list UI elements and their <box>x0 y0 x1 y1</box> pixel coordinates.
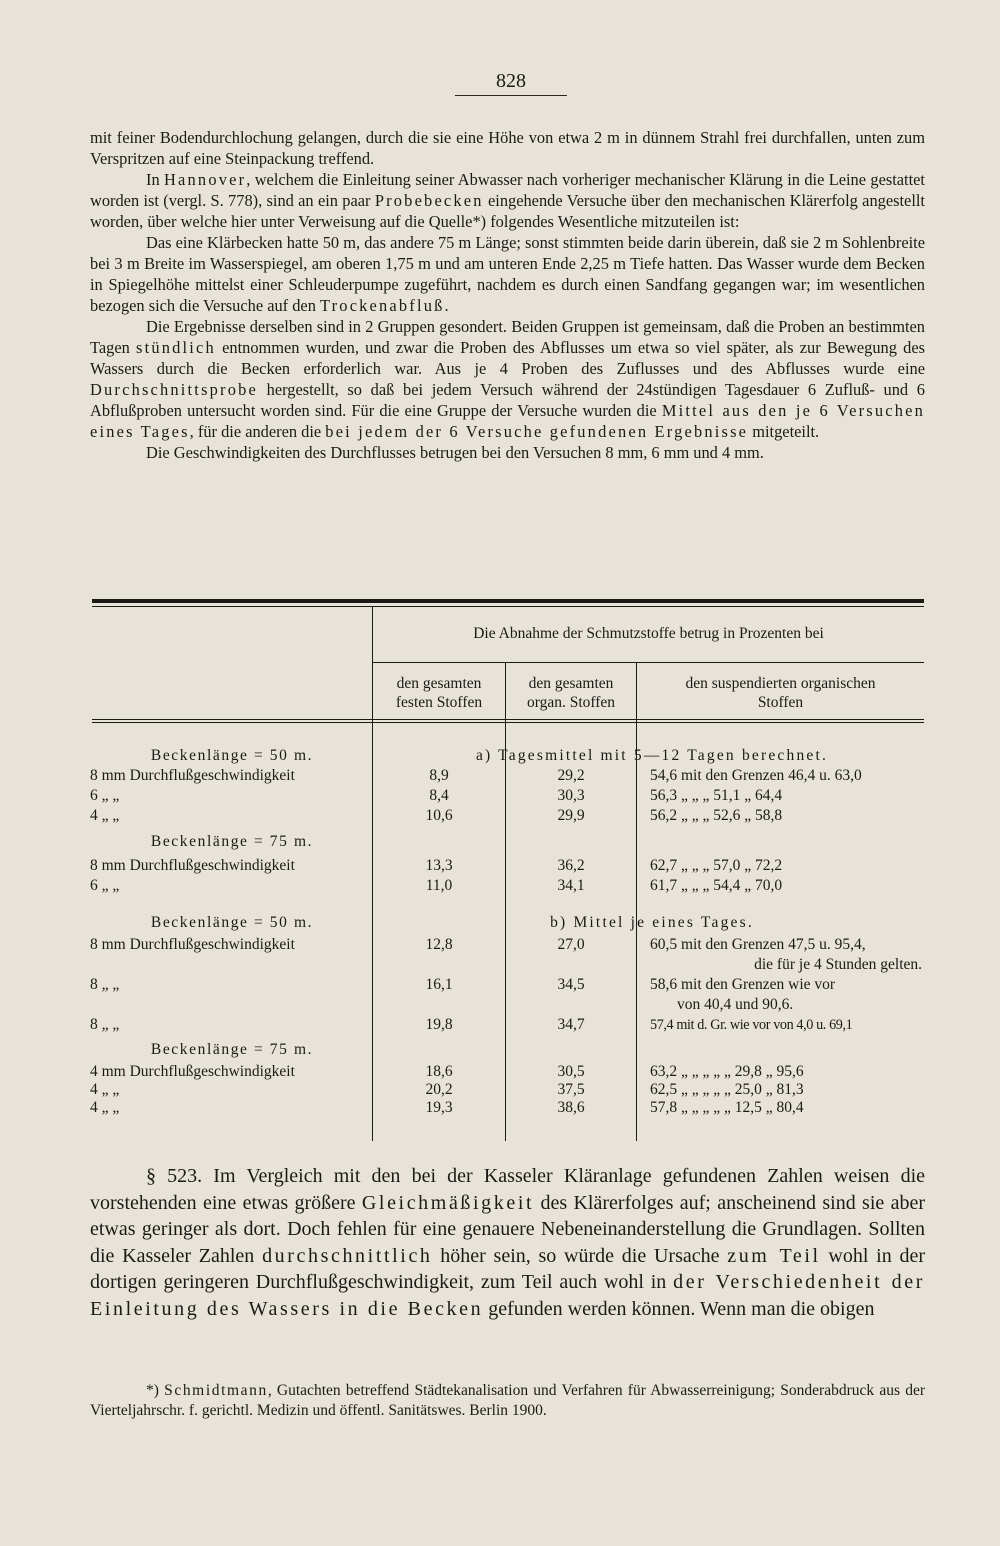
column-divider <box>636 663 637 1141</box>
table-top-rule-thin <box>92 606 924 607</box>
paragraph: Das eine Klärbecken hatte 50 m, das andere 75 m Länge; sonst stimmten beide darin überein, daß sie 2 m Sohlenbreite bei 3 m Breite im Wasserspiegel, am oberen 1,75 m und am unteren Ende 2,25 m Tiefe hatten. Das Wasser wurde dem Becken in Spiegelhöhe mittelst einer Schleuderpumpe zugeführt, nachdem es durch einen Sandfang gegangen war; im wesentlichen bezogen sich die Versuche auf den Trockenabfluß. <box>90 233 925 315</box>
table-cell: 30,3 <box>557 787 585 804</box>
table-cell: 8,9 <box>429 767 449 784</box>
table-cell: 56,3 „ „ „ 51,1 „ 64,4 <box>650 787 783 804</box>
table-cell: 20,2 <box>425 1081 453 1098</box>
table-cell: 36,2 <box>557 857 585 874</box>
table-cell: 62,7 „ „ „ 57,0 „ 72,2 <box>650 857 783 874</box>
section-label: Beckenlänge = 50 m. <box>150 747 314 764</box>
row-label: 8 mm Durchflußgeschwindigkeit <box>90 936 295 953</box>
row-label: 4 mm Durchflußgeschwindigkeit <box>90 1063 295 1080</box>
table-cell: 30,5 <box>557 1063 585 1080</box>
table-cell: 29,2 <box>557 767 585 784</box>
table-cell: 27,0 <box>557 936 585 953</box>
row-label: 4 „ „ <box>90 1099 120 1116</box>
row-label: 8 mm Durchflußgeschwindigkeit <box>90 857 295 874</box>
table-cell: 37,5 <box>557 1081 585 1098</box>
table-cell: 18,6 <box>425 1063 453 1080</box>
row-label: 4 „ „ <box>90 1081 120 1098</box>
column-header: den gesamten organ. Stoffen <box>526 675 616 711</box>
table-cell: 29,9 <box>557 807 585 824</box>
column-header: den suspendierten organischen Stoffen <box>685 675 876 711</box>
header-bottom-rule <box>92 719 924 720</box>
table-cell: 58,6 mit den Grenzen wie vor <box>650 976 836 993</box>
section-label: Beckenlänge = 50 m. <box>150 914 314 931</box>
table-cell-continued: von 40,4 und 90,6. <box>677 996 794 1013</box>
row-label: 4 „ „ <box>90 807 120 824</box>
table-cell: 19,3 <box>425 1099 453 1116</box>
footnote: *) Schmidtmann, Gutachten betreffend Städtekanalisation und Verfahren für Abwasserreinigung; Sonderabdruck aus der Vierteljahrschr. f. gerichtl. Medizin und öffentl. Sanitätswes. Berlin 1900. <box>90 1382 925 1419</box>
table-cell: 54,6 mit den Grenzen 46,4 u. 63,0 <box>650 767 862 784</box>
column-header: den gesamten festen Stoffen <box>395 675 483 711</box>
table-cell: 63,2 „ „ „ „ „ 29,8 „ 95,6 <box>650 1063 804 1080</box>
header-bottom-rule <box>92 722 924 723</box>
paragraph: Die Geschwindigkeiten des Durchflusses betrugen bei den Versuchen 8 mm, 6 mm und 4 mm. <box>146 443 764 462</box>
table-cell: 61,7 „ „ „ 54,4 „ 70,0 <box>650 877 783 894</box>
table-cell: 12,8 <box>425 936 453 953</box>
body-text <box>90 127 925 463</box>
page-number: 828 <box>455 70 567 96</box>
row-label: 8 mm Durchflußgeschwindigkeit <box>90 767 295 784</box>
section-label: Beckenlänge = 75 m. <box>150 833 314 850</box>
table-cell: 10,6 <box>425 807 453 824</box>
row-label: 6 „ „ <box>90 877 120 894</box>
row-label: 6 „ „ <box>90 787 120 804</box>
table-cell: 34,1 <box>557 877 585 894</box>
table-cell: 38,6 <box>557 1099 585 1116</box>
table-cell: 19,8 <box>425 1016 453 1033</box>
table-cell: 62,5 „ „ „ „ „ 25,0 „ 81,3 <box>650 1081 804 1098</box>
group-title: a) Tagesmittel mit 5—12 Tagen berechnet. <box>475 747 829 764</box>
table-cell: 56,2 „ „ „ 52,6 „ 58,8 <box>650 807 783 824</box>
table-cell: 34,5 <box>557 976 585 993</box>
table-header-main: Die Abnahme der Schmutzstoffe betrug in Prozenten bei <box>473 625 824 642</box>
row-label: 8 „ „ <box>90 976 120 993</box>
table-cell: 60,5 mit den Grenzen 47,5 u. 95,4, <box>650 936 866 953</box>
table-top-rule <box>92 599 924 603</box>
paragraph: In Hannover, welchem die Einleitung seiner Abwasser nach vorheriger mechanischer Klärung in die Leine gestattet worden ist (vergl. S. 778), sind an ein paar Probebecken eingehende Versuche über den mechanischen Klärerfolg angestellt worden, über welche hier unter Verweisung auf die Quelle*) folgendes Wesentliche mitzuteilen ist: <box>90 170 925 231</box>
table-cell: 11,0 <box>425 877 453 894</box>
section-523-paragraph: § 523. Im Vergleich mit den bei der Kasseler Kläranlage gefundenen Zahlen weisen die vorstehenden eine etwas größere Gleichmäßigkeit des Klärerfolges auf; anscheinend sind sie aber etwas geringer als dort. Doch fehlen für eine genauere Nebeneinanderstellung die Grundlagen. Sollten die Kasseler Zahlen durchschnittlich höher sein, so würde die Ursache zum Teil wohl in der dortigen geringeren Durchflußgeschwindigkeit, zum Teil auch wohl in der Verschiedenheit der Einleitung des Wassers in die Becken gefunden werden können. Wenn man die obigen <box>90 1165 926 1320</box>
header-divider <box>373 662 924 663</box>
paragraph: mit feiner Bodendurchlochung gelangen, durch die sie eine Höhe von etwa 2 m in dünnem Strahl frei durchfallen, unten zum Verspritzen auf eine Steinpackung treffend. <box>90 128 925 168</box>
table-cell: 13,3 <box>425 857 453 874</box>
row-label: 8 „ „ <box>90 1016 120 1033</box>
section-label: Beckenlänge = 75 m. <box>150 1041 314 1058</box>
table-cell: 57,8 „ „ „ „ „ 12,5 „ 80,4 <box>650 1099 804 1116</box>
table-cell-continued: die für je 4 Stunden gelten. <box>754 956 922 973</box>
group-title: b) Mittel je eines Tages. <box>550 914 754 931</box>
table-cell: 57,4 mit d. Gr. wie vor von 4,0 u. 69,1 <box>650 1017 853 1033</box>
table-cell: 34,7 <box>557 1016 585 1033</box>
table-cell: 16,1 <box>425 976 453 993</box>
table-cell: 8,4 <box>429 787 449 804</box>
paragraph: Die Ergebnisse derselben sind in 2 Gruppen gesondert. Beiden Gruppen ist gemeinsam, daß die Proben an bestimmten Tagen stündlich entnommen wurden, und zwar die Proben des Abflusses um etwa so viel später, als zur Bewegung des Wassers durch die Becken erforderlich war. Aus je 4 Proben des Zuflusses und des Abflusses wurde eine Durchschnittsprobe hergestellt, so daß bei jedem Versuch während der 24stündigen Tagesdauer 6 Zufluß- und 6 Abflußproben untersucht worden sind. Für die eine Gruppe der Versuche wurden die Mittel aus den je 6 Versuchen eines Tages, für die anderen die bei jedem der 6 Versuche gefundenen Ergebnisse mitgeteilt. <box>90 317 925 441</box>
